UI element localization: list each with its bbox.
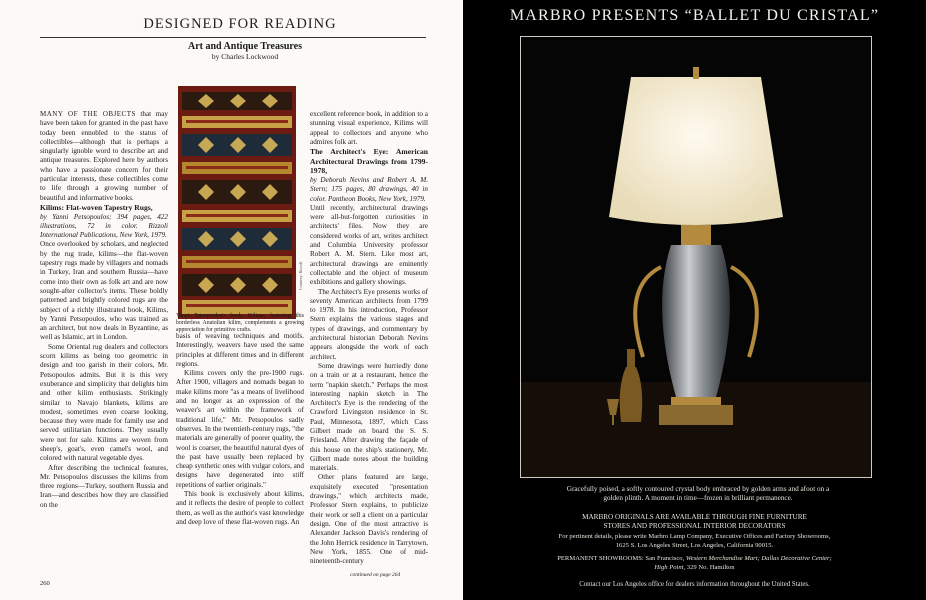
article-title: Art and Antique Treasures xyxy=(188,41,302,52)
paragraph: After describing the technical features, Mr. Petsopoulos discusses the kilims from three regions—Turkey, southern Russia and Iran—and describes how they are classified on the xyxy=(40,463,168,509)
paragraph: This book is exclusively about kilims, and it reflects the desire of people to collect them, as well as the author's vast knowledge and deep love of these flat-woven rugs. An xyxy=(176,490,304,526)
lamp-plinth xyxy=(659,405,733,425)
showroom-hp-addr: 329 No. Hamilton xyxy=(686,564,735,571)
showroom-sf-mart: Western Merchandise Mart; xyxy=(685,555,762,562)
availability-line-2: STORES AND PROFESSIONAL INTERIOR DECORATORS xyxy=(603,522,786,530)
lamp-illustration xyxy=(521,37,871,477)
details-line-2: 1625 S. Los Angeles Street, Los Angeles, California 90015. xyxy=(615,542,774,549)
paragraph: Until recently, architectural drawings were all-but-forgotten curiosities in architects' files. Now they are considered works of art, writes architect and Columbia University professor Robert A. M. Stern. Like most art, architectural drawings are eminently collectable and the object of museum exhibitions and gallery showings. xyxy=(310,203,428,287)
header-rule xyxy=(40,37,426,38)
page-number: 260 xyxy=(40,580,50,587)
paragraph: Some drawings were hurriedly done on a train or at a restaurant, hence the term "napkin sketch." Perhaps the most interesting napkin sketch in The Architect's Eye is the rendering of the Crawford Livingston residence in St. Paul, Minnesota, 1897, which Cass Gilbert made on board the S. S. Friesland. After drawing the façade of this house on the ship's stationery, Mr. Gilbert made notes about the building materials. xyxy=(310,361,428,473)
text-column-2 xyxy=(176,332,304,527)
details-line-1: For pertinent details, please write Marbro Lamp Company, Executive Offices and Factory Showrooms, xyxy=(558,533,831,540)
showroom-hp: High Point, xyxy=(654,564,687,571)
article-byline: by Charles Lockwood xyxy=(211,52,279,61)
lamp-finial xyxy=(693,67,699,79)
showroom-sf: San Francisco, xyxy=(645,555,686,562)
paragraph: The Architect's Eye: American Architectural Drawings from 1799-1978, xyxy=(310,147,428,176)
lamp-crystal-body xyxy=(662,245,730,397)
ad-availability xyxy=(463,513,926,531)
paragraph xyxy=(40,110,168,203)
paragraph: Kilims covers only the pre-1900 rugs. After 1900, villagers and nomads began to make kilims more "as a means of livelihood and no longer as an expression of the weaver's art within the framework of traditional life," Mr. Petsopoulos sadly observes. In the twentieth-century rugs, "the materials are generally of poorer quality, the wool is coarser, the beautiful natural dyes of the past have usually been replaced by cheap synthetic ones with vulgar colors, and designs have degenerated into stiff repetitions of earlier originals." xyxy=(176,369,304,489)
paragraph: basis of weaving techniques and motifs. Interestingly, weavers have used the same principles at different times and in different regions. xyxy=(176,332,304,368)
paragraph: Some Oriental rug dealers and collectors scorn kilims as being too geometric in design and too garish in their colors, Mr. Petsopoulos admits. But it is this very exuberance and simplicity that delights him and other kilim enthusiasts. Strikingly similar to Navajo blankets, kilims are modest, sometimes even coarse looking, because they were made for family use and served utilitarian functions. They usually were not for sale. Kilims are woven from sheep's, goat's, even camel's wool, and colored with natural vegetable dyes. xyxy=(40,342,168,463)
ad-contact: Contact our Los Angeles office for dealers information throughout the United States. xyxy=(579,581,810,588)
ad-title: MARBRO PRESENTS “BALLET DU CRISTAL” xyxy=(509,7,880,24)
paragraph: Other plans featured are large, exquisitely executed "presentation drawings," which architects made, Professor Stern explains, to publicize their work or sell a client on a particular design. One of the most attractive is Alexander Jackson Davis's rendering of the John Herrick residence in Tarrytown, New York, 1855. One of mid-nineteenth-century xyxy=(310,473,428,566)
lead-smallcaps: MANY OF THE OBJECTS xyxy=(40,110,136,118)
lamp-collar xyxy=(681,225,711,245)
paragraph: Kilims: Flat-woven Tapestry Rugs, xyxy=(40,202,153,212)
section-header: DESIGNED FOR READING xyxy=(143,16,337,32)
ad-showrooms xyxy=(463,554,926,572)
showroom-dallas: Dallas Decorative Center; xyxy=(761,555,832,562)
showrooms-label: PERMANENT SHOWROOMS: xyxy=(557,555,646,562)
photo-credit: Courtesy: Rizzoli xyxy=(298,261,303,290)
text-column-3 xyxy=(310,110,428,566)
kilim-rug-image xyxy=(178,86,296,319)
continued-note: continued on page 264 xyxy=(350,572,401,578)
right-page-ad xyxy=(463,0,926,600)
availability-line-1: MARBRO ORIGINALS ARE AVAILABLE THROUGH FINE FURNITURE xyxy=(582,513,807,521)
lead-text: that may have been taken for granted in the past have today been ennobled to the status of collectibles—although that is perhaps a singularly ignoble word to describe art and antique treasures. Explored here by authors who have a passionate concern for their particular interests, these collectibles come to life through a growing number of beautiful and informative books. xyxy=(40,110,169,202)
lamp-photo xyxy=(520,36,872,478)
decanter xyxy=(620,367,642,422)
paragraph: by Yanni Petsopoulos; 394 pages, 422 illustrations, 72 in color. Rizzoli International Publications, New York, 1979. xyxy=(40,212,168,240)
paragraph: excellent reference book, in addition to a stunning visual experience, Kilims will appeal to collectors and anyone who admires folk art. xyxy=(310,110,428,146)
paragraph: Once overlooked by scholars, and neglected by the rug trade, kilims—the flat-woven tapestry rugs made by villagers and nomads in Turkey, Iran and southern Russia—have come into their own as folk art and are now sought-after collector's items. These boldly patterned and brightly colored rugs are the subject of a richly illustrated book, Kilims, by Yanni Petsopoulos, who was trained as an architect, but now deals in Byzantine, as well as Islamic, art in London. xyxy=(40,240,168,342)
paragraph: The Architect's Eye presents works of seventy American architects from 1799 to 1978. In his introduction, Professor Stern explains the various stages and types of drawings, and commentary by architectural historian Deborah Nevins appears alongside the work of each architect. xyxy=(310,287,428,361)
paragraph: by Deborah Nevins and Robert A. M. Stern; 175 pages, 80 drawings, 40 in color. Pantheon Books, New York, 1979. xyxy=(310,175,428,203)
image-caption: Yanni Petsopoulos's book, Kilims, featuring this borderless Anatolian kilim, complements a growing appreciation for primitive crafts. xyxy=(176,313,304,333)
lamp-shade xyxy=(609,77,783,225)
text-column-1 xyxy=(40,110,168,510)
ad-details xyxy=(463,532,926,550)
ad-caption: Gracefully poised, a softly contoured crystal body embraced by golden arms and afoot on a golden plinth. A moment in time—frozen in brilliant permanence. xyxy=(566,485,830,502)
